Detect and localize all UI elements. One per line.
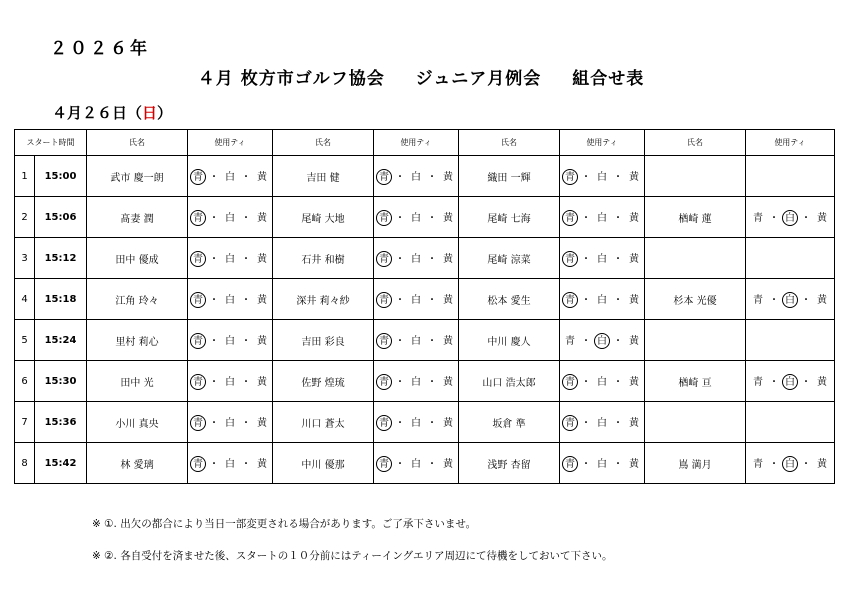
player-name: 佐野 煌琉: [273, 361, 374, 402]
player-name: 田中 光: [87, 361, 188, 402]
player-name: 深井 莉々紗: [273, 279, 374, 320]
tee-option: 黄: [443, 458, 453, 470]
player-name: 江角 玲々: [87, 279, 188, 320]
tee-option-selected: 青: [376, 210, 392, 226]
tee-option: 白: [225, 294, 235, 306]
event-date: [52, 102, 172, 123]
player-name: [645, 156, 746, 197]
column-header-start-time: スタート時間: [15, 130, 87, 156]
column-header-tee: 使用ティ: [560, 130, 645, 156]
tee-selection: [374, 443, 459, 484]
tee-selection: [188, 402, 273, 443]
pairings-table: [14, 129, 835, 484]
group-number: 2: [15, 197, 35, 238]
tee-selection: [374, 320, 459, 361]
tee-separator: ・: [241, 294, 251, 306]
tee-option: 白: [225, 212, 235, 224]
tee-separator: ・: [613, 294, 623, 306]
player-name: 林 愛璃: [87, 443, 188, 484]
tee-separator: ・: [241, 417, 251, 429]
tee-selection: [560, 238, 645, 279]
player-name: [645, 238, 746, 279]
tee-separator: ・: [613, 335, 623, 347]
tee-option: 黄: [629, 253, 639, 265]
tee-option-selected: 白: [782, 292, 798, 308]
tee-option-selected: 青: [190, 210, 206, 226]
tee-separator: ・: [613, 212, 623, 224]
tee-separator: ・: [395, 417, 405, 429]
tee-option-selected: 青: [376, 333, 392, 349]
column-header-tee: 使用ティ: [188, 130, 273, 156]
player-name: 杉本 光優: [645, 279, 746, 320]
tee-separator: ・: [769, 294, 779, 306]
tee-selection: [746, 156, 835, 197]
tee-option: 白: [411, 458, 421, 470]
tee-option: 白: [411, 212, 421, 224]
player-name: 吉田 健: [273, 156, 374, 197]
player-name: 髙妻 潤: [87, 197, 188, 238]
tee-selection: [188, 156, 273, 197]
date-suffix: ）: [157, 104, 173, 122]
tee-option: 黄: [257, 376, 267, 388]
tee-option: 白: [225, 458, 235, 470]
tee-option: 白: [597, 294, 607, 306]
tee-separator: ・: [241, 171, 251, 183]
start-time: 15:06: [35, 197, 87, 238]
table-header-row: [15, 130, 835, 156]
note-1: ※ ①. 出欠の都合により当日一部変更される場合があります。ご了承下さいませ。: [92, 518, 477, 530]
tee-option-selected: 青: [562, 374, 578, 390]
tee-selection: [188, 320, 273, 361]
tee-separator: ・: [427, 253, 437, 265]
tee-separator: ・: [241, 335, 251, 347]
tee-option-selected: 青: [190, 456, 206, 472]
tee-option: 白: [411, 376, 421, 388]
tee-option: 黄: [443, 376, 453, 388]
tee-option-selected: 青: [376, 374, 392, 390]
tee-separator: ・: [801, 294, 811, 306]
column-header-name: 氏名: [273, 130, 374, 156]
tee-option-selected: 青: [562, 292, 578, 308]
tee-separator: ・: [581, 335, 591, 347]
column-header-name: 氏名: [645, 130, 746, 156]
tee-separator: ・: [769, 458, 779, 470]
tee-option: 白: [597, 376, 607, 388]
tee-option-selected: 青: [376, 415, 392, 431]
group-number: 1: [15, 156, 35, 197]
player-name: 楢崎 亘: [645, 361, 746, 402]
tee-separator: ・: [613, 376, 623, 388]
tee-option-selected: 青: [562, 210, 578, 226]
table-row: [15, 402, 835, 443]
tee-option: 黄: [257, 294, 267, 306]
tee-separator: ・: [427, 335, 437, 347]
tee-option: 白: [597, 253, 607, 265]
tee-separator: ・: [209, 417, 219, 429]
tee-separator: ・: [801, 212, 811, 224]
tee-option: 黄: [257, 458, 267, 470]
player-name: [645, 320, 746, 361]
player-name: 尾崎 涼菜: [459, 238, 560, 279]
tee-option-selected: 青: [190, 374, 206, 390]
tee-option: 白: [411, 253, 421, 265]
tee-option: 白: [225, 376, 235, 388]
tee-option: 黄: [629, 458, 639, 470]
tee-separator: ・: [427, 212, 437, 224]
tee-option: 黄: [443, 335, 453, 347]
tee-separator: ・: [581, 253, 591, 265]
tee-separator: ・: [241, 212, 251, 224]
start-time: 15:18: [35, 279, 87, 320]
player-name: 坂倉 準: [459, 402, 560, 443]
tee-separator: ・: [581, 458, 591, 470]
player-name: 尾崎 七海: [459, 197, 560, 238]
tee-separator: ・: [209, 376, 219, 388]
tee-option: 白: [225, 171, 235, 183]
group-number: 5: [15, 320, 35, 361]
tee-option: 白: [225, 335, 235, 347]
tee-selection: [560, 279, 645, 320]
tee-selection: [188, 443, 273, 484]
tee-separator: ・: [769, 212, 779, 224]
start-time: 15:00: [35, 156, 87, 197]
tee-selection: [746, 197, 835, 238]
tee-option-selected: 青: [190, 251, 206, 267]
tee-option: 白: [225, 417, 235, 429]
tee-option: 白: [411, 294, 421, 306]
tee-option: 黄: [817, 212, 827, 224]
tee-separator: ・: [581, 417, 591, 429]
tee-selection: [560, 361, 645, 402]
date-weekday: 日: [142, 104, 158, 122]
group-number: 3: [15, 238, 35, 279]
tee-option-selected: 青: [562, 415, 578, 431]
tee-option: 白: [597, 212, 607, 224]
tee-separator: ・: [395, 253, 405, 265]
tee-selection: [188, 279, 273, 320]
tee-option: 黄: [443, 212, 453, 224]
player-name: 嶌 満月: [645, 443, 746, 484]
title-part-event: ４月 枚方市ゴルフ協会: [197, 69, 385, 89]
tee-selection: [560, 197, 645, 238]
tee-option-selected: 青: [376, 456, 392, 472]
tee-option: 黄: [443, 171, 453, 183]
tee-option: 黄: [443, 417, 453, 429]
tee-option-selected: 青: [190, 169, 206, 185]
tee-separator: ・: [613, 253, 623, 265]
tee-option: 黄: [257, 171, 267, 183]
tee-selection: [746, 361, 835, 402]
start-time: 15:24: [35, 320, 87, 361]
tee-selection: [374, 197, 459, 238]
player-name: 松本 愛生: [459, 279, 560, 320]
tee-separator: ・: [427, 171, 437, 183]
tee-selection: [746, 402, 835, 443]
tee-separator: ・: [209, 171, 219, 183]
player-name: 山口 浩太郎: [459, 361, 560, 402]
player-name: 中川 優那: [273, 443, 374, 484]
tee-option-selected: 青: [190, 415, 206, 431]
tee-option: 黄: [443, 294, 453, 306]
tee-separator: ・: [427, 458, 437, 470]
tee-option: 黄: [817, 376, 827, 388]
tee-separator: ・: [769, 376, 779, 388]
tee-option: 白: [411, 417, 421, 429]
column-header-name: 氏名: [87, 130, 188, 156]
tee-option: 黄: [629, 171, 639, 183]
tee-separator: ・: [395, 458, 405, 470]
tee-option: 黄: [629, 294, 639, 306]
date-prefix: ４月２６日（: [52, 104, 143, 122]
tee-separator: ・: [801, 458, 811, 470]
group-number: 4: [15, 279, 35, 320]
tee-separator: ・: [581, 212, 591, 224]
pairings-table-body: [15, 156, 835, 484]
tee-option-selected: 白: [594, 333, 610, 349]
tee-option: 青: [753, 376, 763, 388]
player-name: 中川 慶人: [459, 320, 560, 361]
tee-option: 白: [597, 171, 607, 183]
tee-separator: ・: [581, 376, 591, 388]
tee-option-selected: 白: [782, 210, 798, 226]
table-row: [15, 238, 835, 279]
tee-separator: ・: [427, 294, 437, 306]
player-name: 石井 和樹: [273, 238, 374, 279]
player-name: 楢崎 蓮: [645, 197, 746, 238]
player-name: 武市 慶一朗: [87, 156, 188, 197]
start-time: 15:12: [35, 238, 87, 279]
tee-option-selected: 青: [562, 169, 578, 185]
tee-option: 黄: [629, 376, 639, 388]
tee-separator: ・: [581, 294, 591, 306]
tee-option: 白: [597, 417, 607, 429]
player-name: 尾崎 大地: [273, 197, 374, 238]
tee-option: 白: [411, 335, 421, 347]
tee-option-selected: 白: [782, 456, 798, 472]
tee-selection: [374, 156, 459, 197]
tee-option-selected: 青: [376, 292, 392, 308]
tee-selection: [188, 197, 273, 238]
start-time: 15:30: [35, 361, 87, 402]
tee-selection: [374, 361, 459, 402]
tee-separator: ・: [801, 376, 811, 388]
tee-selection: [746, 443, 835, 484]
tee-selection: [746, 320, 835, 361]
table-row: [15, 320, 835, 361]
tee-selection: [374, 402, 459, 443]
tee-separator: ・: [395, 171, 405, 183]
tee-selection: [374, 238, 459, 279]
tee-option-selected: 青: [376, 251, 392, 267]
table-row: [15, 197, 835, 238]
tee-option: 黄: [257, 417, 267, 429]
tee-option: 黄: [257, 212, 267, 224]
player-name: 吉田 彩良: [273, 320, 374, 361]
tee-option: 白: [411, 171, 421, 183]
page-title: [0, 64, 842, 89]
tee-option: 黄: [257, 253, 267, 265]
group-number: 7: [15, 402, 35, 443]
tee-selection: [560, 156, 645, 197]
tee-separator: ・: [241, 253, 251, 265]
note-2: ※ ②. 各自受付を済ませた後、スタートの１０分前にはティーイングエリア周辺にて待機をしておいて下さい。: [92, 550, 613, 562]
tee-option-selected: 青: [562, 456, 578, 472]
tee-separator: ・: [209, 458, 219, 470]
tee-separator: ・: [395, 294, 405, 306]
player-name: 里村 莉心: [87, 320, 188, 361]
player-name: 織田 一輝: [459, 156, 560, 197]
tee-separator: ・: [427, 376, 437, 388]
tee-separator: ・: [581, 171, 591, 183]
tee-separator: ・: [395, 335, 405, 347]
tee-separator: ・: [395, 212, 405, 224]
tee-separator: ・: [209, 335, 219, 347]
group-number: 6: [15, 361, 35, 402]
table-row: [15, 443, 835, 484]
tee-option: 黄: [817, 294, 827, 306]
tee-option: 青: [565, 335, 575, 347]
tee-option: 白: [225, 253, 235, 265]
tee-separator: ・: [395, 376, 405, 388]
tee-selection: [374, 279, 459, 320]
player-name: 浅野 杏留: [459, 443, 560, 484]
tee-option: 黄: [629, 335, 639, 347]
title-part-doc: 組合せ表: [572, 69, 645, 89]
column-header-tee: 使用ティ: [374, 130, 459, 156]
tee-option-selected: 青: [190, 292, 206, 308]
tee-option: 青: [753, 294, 763, 306]
tee-option: 黄: [817, 458, 827, 470]
tee-separator: ・: [427, 417, 437, 429]
tee-option: 黄: [629, 212, 639, 224]
table-row: [15, 361, 835, 402]
tee-selection: [560, 402, 645, 443]
tee-separator: ・: [209, 212, 219, 224]
player-name: 田中 優成: [87, 238, 188, 279]
tee-selection: [188, 361, 273, 402]
tee-option-selected: 青: [562, 251, 578, 267]
tee-separator: ・: [209, 294, 219, 306]
player-name: 小川 真央: [87, 402, 188, 443]
tee-selection: [188, 238, 273, 279]
tee-separator: ・: [613, 171, 623, 183]
tee-option: 黄: [257, 335, 267, 347]
tee-option: 白: [597, 458, 607, 470]
tee-separator: ・: [613, 417, 623, 429]
tee-option-selected: 青: [376, 169, 392, 185]
tee-option: 青: [753, 458, 763, 470]
column-header-tee: 使用ティ: [746, 130, 835, 156]
table-row: [15, 156, 835, 197]
tee-option: 青: [753, 212, 763, 224]
tee-selection: [746, 279, 835, 320]
tee-separator: ・: [241, 458, 251, 470]
tee-separator: ・: [209, 253, 219, 265]
tee-option: 黄: [443, 253, 453, 265]
player-name: [645, 402, 746, 443]
tee-selection: [560, 443, 645, 484]
tee-selection: [560, 320, 645, 361]
tee-option: 黄: [629, 417, 639, 429]
year-heading: ２０２６年: [50, 39, 150, 59]
tee-option-selected: 白: [782, 374, 798, 390]
group-number: 8: [15, 443, 35, 484]
player-name: 川口 蒼太: [273, 402, 374, 443]
tee-selection: [746, 238, 835, 279]
title-part-category: ジュニア月例会: [415, 69, 542, 89]
start-time: 15:42: [35, 443, 87, 484]
tee-option-selected: 青: [190, 333, 206, 349]
start-time: 15:36: [35, 402, 87, 443]
tee-separator: ・: [241, 376, 251, 388]
tee-separator: ・: [613, 458, 623, 470]
column-header-name: 氏名: [459, 130, 560, 156]
table-row: [15, 279, 835, 320]
notes: [92, 516, 612, 580]
